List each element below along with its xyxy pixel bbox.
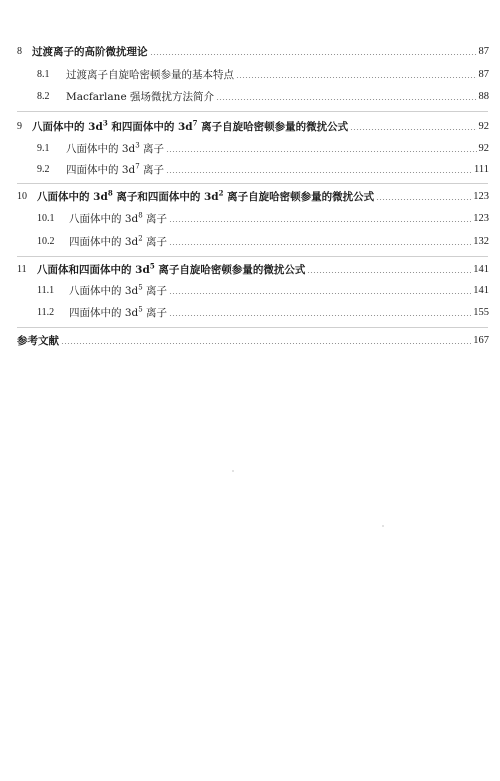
page-number: 141	[473, 284, 489, 296]
page-number: 123	[473, 190, 489, 202]
dot-leader	[216, 99, 477, 100]
toc-entry-section-10-2[interactable]	[0, 233, 500, 249]
toc-entry-chapter-10[interactable]	[0, 188, 500, 204]
dot-leader	[350, 129, 476, 130]
entry-title: 八面体中的 $3d^3$ 和四面体中的 $3d^7$ 离子自旋哈密顿参量的微扰公式	[32, 118, 349, 133]
toc-entry-section-8-2[interactable]	[0, 88, 500, 104]
page-number: 87	[478, 68, 489, 80]
entry-number: 11.2	[37, 306, 55, 318]
entry-number: 10.2	[37, 235, 55, 247]
entry-title: 八面体中的 $3d^3$ 离子	[66, 141, 165, 155]
dot-leader	[236, 77, 477, 78]
page-number: 87	[478, 45, 489, 57]
dot-leader	[169, 293, 471, 294]
entry-number: 10.1	[37, 212, 55, 224]
dot-leader	[169, 221, 471, 222]
entry-number: 9.1	[37, 142, 50, 154]
page-number: 92	[478, 142, 489, 154]
scan-speck	[382, 525, 384, 527]
page-number: 141	[473, 263, 489, 275]
toc-entry-section-9-2[interactable]	[0, 161, 500, 177]
dot-leader	[166, 172, 472, 173]
toc-entry-section-11-2[interactable]	[0, 304, 500, 320]
dot-leader	[376, 199, 471, 200]
entry-title: 八面体中的 $3d^8$ 离子和四面体中的 $3d^2$ 离子自旋哈密顿参量的微扰公式	[37, 188, 375, 203]
dot-leader	[150, 54, 477, 55]
section-divider	[17, 111, 488, 112]
page-number: 123	[473, 212, 489, 224]
entry-number: 9.2	[37, 163, 50, 175]
dot-leader	[307, 272, 471, 273]
page-number: 92	[478, 120, 489, 132]
toc-entry-section-8-1[interactable]	[0, 66, 500, 82]
entry-title: 过渡离子自旋哈密顿参量的基本特点	[66, 68, 234, 81]
entry-number: 9	[17, 120, 22, 132]
dot-leader	[169, 315, 471, 316]
entry-title: 四面体中的 $3d^7$ 离子	[66, 162, 165, 176]
dot-leader	[166, 151, 476, 152]
entry-title: 八面体和四面体中的 $3d^5$ 离子自旋哈密顿参量的微扰公式	[37, 261, 306, 276]
entry-title: 八面体中的 $3d^5$ 离子	[69, 283, 168, 297]
section-divider	[17, 256, 488, 257]
toc-entry-section-11-1[interactable]	[0, 282, 500, 298]
section-divider	[17, 327, 488, 328]
entry-title: Macfarlane 强场微扰方法简介	[66, 90, 214, 103]
toc-entry-chapter-9[interactable]	[0, 118, 500, 134]
toc-entry-section-9-1[interactable]	[0, 140, 500, 156]
entry-title: 四面体中的 $3d^2$ 离子	[69, 234, 168, 248]
page-number: 167	[473, 334, 489, 346]
toc-entry-chapter-8[interactable]	[0, 43, 500, 59]
toc-entry-chapter-11[interactable]	[0, 261, 500, 277]
entry-number: 8.1	[37, 68, 50, 80]
page-number: 111	[474, 163, 489, 175]
entry-number: 11.1	[37, 284, 55, 296]
page-number: 155	[473, 306, 489, 318]
entry-number: 10	[17, 190, 27, 202]
entry-title: 参考文献	[17, 334, 59, 347]
dot-leader	[61, 343, 471, 344]
entry-title: 八面体中的 $3d^8$ 离子	[69, 211, 168, 225]
dot-leader	[169, 244, 471, 245]
toc-entry-references[interactable]	[0, 332, 500, 348]
entry-number: 8	[17, 45, 22, 57]
toc-entry-section-10-1[interactable]	[0, 210, 500, 226]
section-divider	[17, 183, 488, 184]
entry-title: 四面体中的 $3d^5$ 离子	[69, 305, 168, 319]
scan-speck	[232, 470, 234, 472]
entry-number: 8.2	[37, 90, 50, 102]
page-number: 88	[478, 90, 489, 102]
entry-number: 11	[17, 263, 27, 275]
page-number: 132	[473, 235, 489, 247]
entry-title: 过渡离子的高阶微扰理论	[32, 45, 148, 58]
